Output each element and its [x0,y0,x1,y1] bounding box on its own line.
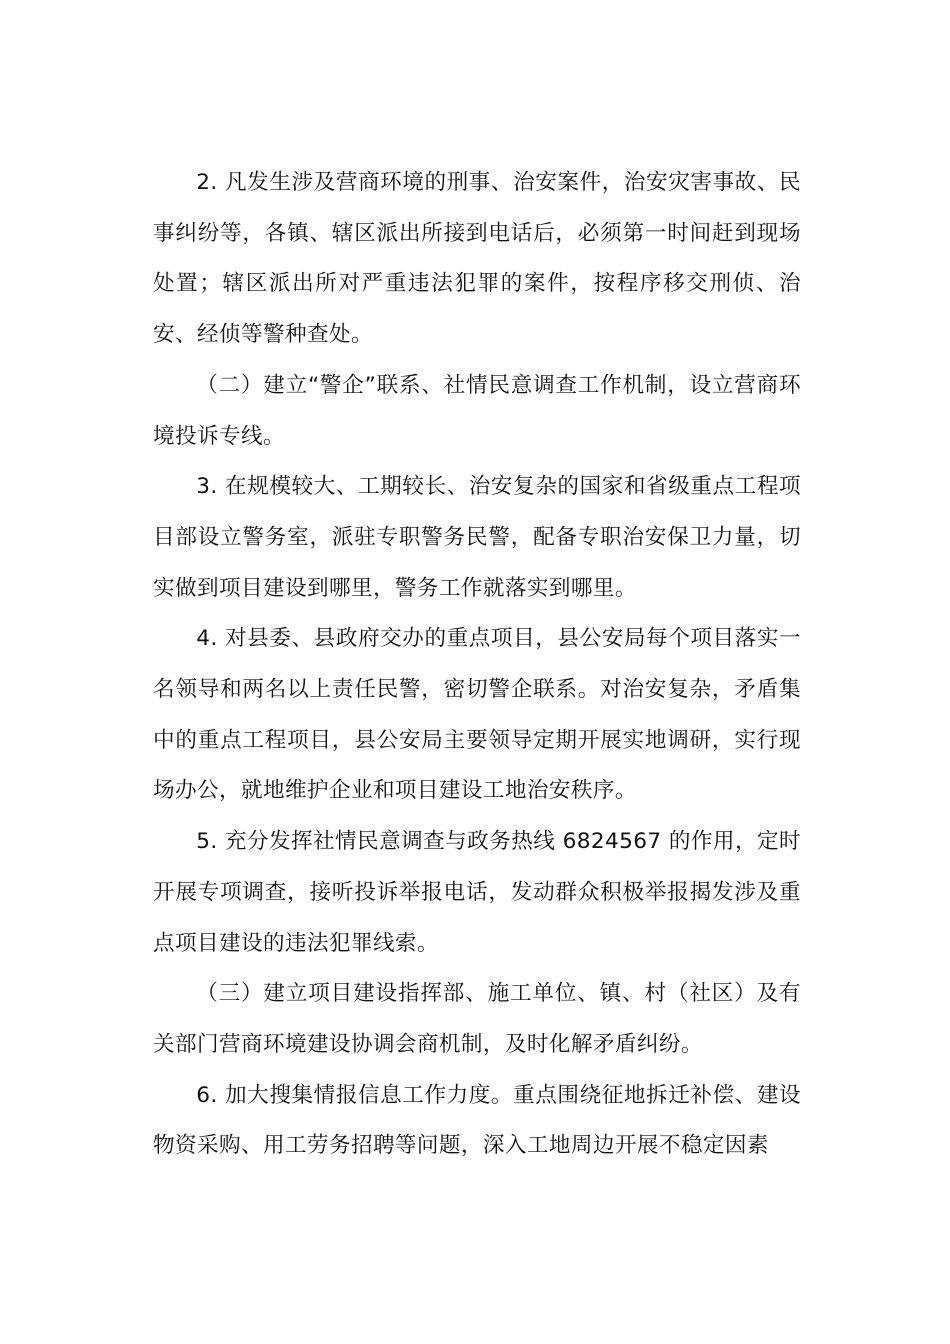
document-body [153,158,801,1172]
paragraph-item-2: 2. 凡发生涉及营商环境的刑事、治安案件，治安灾害事故、民事纠纷等，各镇、辖区派出所接到电话后，必须第一时间赶到现场处置；辖区派出所对严重违法犯罪的案件，按程序移交刑侦、治安、经侦等警种查处。 [153,170,801,348]
paragraph-item-5: 5. 充分发挥社情民意调查与政务热线 6824567 的作用，定时开展专项调查，接听投诉举报电话，发动群众积极举报揭发涉及重点项目建设的违法犯罪线索。 [153,829,801,956]
section-heading-3: （三）建立项目建设指挥部、施工单位、镇、村（社区）及有关部门营商环境建设协调会商机制，及时化解矛盾纠纷。 [153,981,801,1057]
paragraph-item-3: 3. 在规模较大、工期较长、治安复杂的国家和省级重点工程项目部设立警务室，派驻专职警务民警，配备专职治安保卫力量，切实做到项目建设到哪里，警务工作就落实到哪里。 [153,474,801,601]
section-heading-2: （二）建立“警企”联系、社情民意调查工作机制，设立营商环境投诉专线。 [153,372,801,449]
paragraph-item-4: 4. 对县委、县政府交办的重点项目，县公安局每个项目落实一名领导和两名以上责任民警，密切警企联系。对治安复杂，矛盾集中的重点工程项目，县公安局主要领导定期开展实地调研，实行现场办公，就地维护企业和项目建设工地治安秩序。 [153,626,801,804]
paragraph-item-6: 6. 加大搜集情报信息工作力度。重点围绕征地拆迁补偿、建设物资采购、用工劳务招聘等问题，深入工地周边开展不稳定因素 [153,1082,801,1159]
